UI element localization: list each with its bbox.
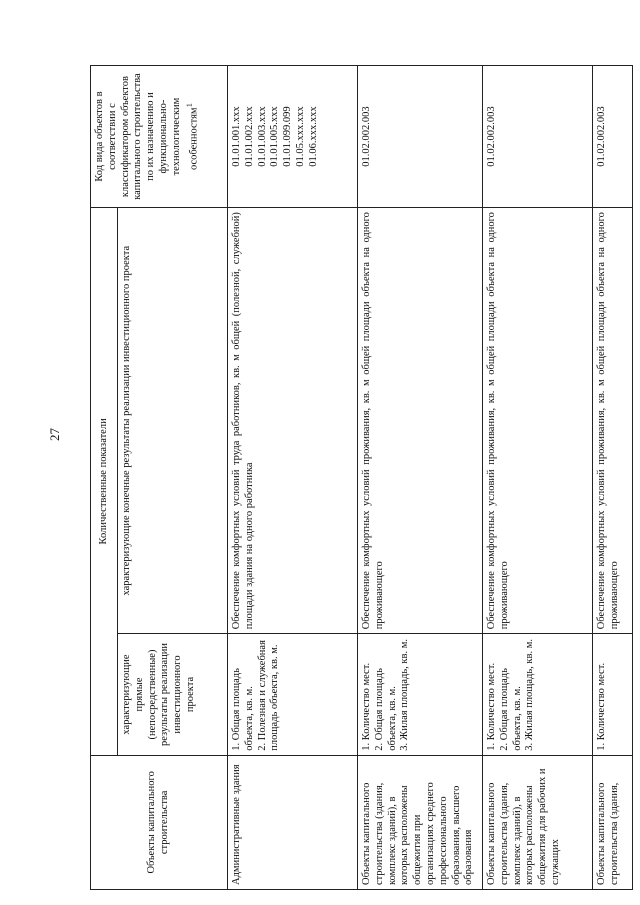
table-row — [483, 66, 593, 890]
header-final: характеризующие конечные результаты реализации инвестиционного проекта — [118, 208, 228, 634]
code-item: 01.01.003.ххх — [256, 106, 268, 167]
cell-object: Объекты капитального строительства (здания, — [593, 755, 633, 889]
direct-item: 3. Жилая площадь, кв. м. — [399, 638, 411, 751]
document-table-rotated — [90, 65, 625, 890]
header-direct: характеризующие прямые (непосредственные) результаты реализации инвестиционного проекта — [118, 634, 228, 755]
code-item: 01.05.ххх.ххх — [294, 106, 306, 167]
cell-object: Административные здания — [228, 755, 358, 889]
direct-item: 3. Жилая площадь, кв. м. — [524, 638, 536, 751]
table-row — [228, 66, 358, 890]
cell-direct — [228, 634, 358, 755]
cell-object: Объекты капитального строительства (здания, комплекс зданий), в которых расположены общежития при организациях среднего профессионального образования, высшего образования — [358, 755, 483, 889]
cell-object: Объекты капитального строительства (здания, комплекс зданий), в которых расположены общежития для рабочих и служащих — [483, 755, 593, 889]
page-number: 27 — [47, 428, 62, 441]
header-objects: Объекты капитального строительства — [91, 755, 228, 889]
cell-final: Обеспечение комфортных условий проживания, кв. м общей площади объекта на одного проживающего — [593, 208, 633, 634]
table-row — [358, 66, 483, 890]
table-row — [593, 66, 633, 890]
code-item: 01.01.099.099 — [282, 106, 294, 167]
code-item: 01.02.002.003 — [486, 106, 497, 167]
header-code-footnote: 1 — [183, 103, 194, 108]
cell-final: Обеспечение комфортных условий труда работников, кв. м общей (полезной, служебной) площади здания на одного работника — [228, 208, 358, 634]
cell-direct — [358, 634, 483, 755]
header-quant-group: Количественные показатели — [91, 208, 118, 756]
cell-direct — [593, 634, 633, 755]
header-row-group — [91, 66, 118, 890]
indicators-table — [90, 65, 633, 890]
cell-final: Обеспечение комфортных условий проживания, кв. м общей площади объекта на одного проживающего — [483, 208, 593, 634]
code-item: 01.01.002.ххх — [243, 106, 255, 167]
direct-item: 2. Общая площадь объекта, кв. м. — [498, 668, 523, 751]
header-code — [91, 66, 228, 208]
code-item: 01.02.002.003 — [361, 106, 372, 167]
cell-final: Обеспечение комфортных условий проживания, кв. м общей площади объекта на одного проживающего — [358, 208, 483, 634]
direct-item: 1. Количество мест. — [596, 662, 607, 751]
code-item: 01.01.001.ххх — [231, 106, 242, 167]
code-item: 01.02.002.003 — [596, 106, 607, 167]
code-item: 01.01.005.ххх — [269, 106, 281, 167]
cell-codes — [228, 66, 358, 208]
direct-item: 1. Количество мест. — [361, 662, 372, 751]
direct-item: 1. Количество мест. — [486, 662, 497, 751]
cell-codes — [593, 66, 633, 208]
cell-codes — [483, 66, 593, 208]
direct-item: 2. Общая площадь объекта, кв. м. — [373, 668, 398, 751]
direct-item: 1. Общая площадь объекта, кв. м. — [231, 668, 255, 751]
direct-item: 2. Полезная и служебная площадь объекта, кв. м. — [256, 640, 281, 751]
code-item: 01.06.ххх.ххх — [307, 106, 319, 167]
header-code-text: Код вида объектов в соответствии с классификатором объектов капитального строительства по их назначению и функционально-технологическим особенностям — [94, 73, 200, 200]
cell-codes — [358, 66, 483, 208]
cell-direct — [483, 634, 593, 755]
